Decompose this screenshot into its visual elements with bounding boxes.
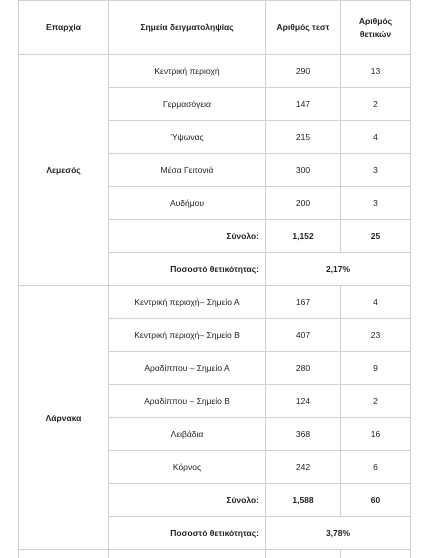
tests-cell: 200 xyxy=(266,187,341,220)
point-cell: Αραδίππου – Σημείο Α xyxy=(109,352,266,385)
rate-value: 2,17% xyxy=(266,253,411,286)
point-cell: Αραδίππου – Σημείο Β xyxy=(109,385,266,418)
point-cell: Κόρνος xyxy=(109,451,266,484)
table-row xyxy=(19,55,411,88)
total-tests: 1,152 xyxy=(266,220,341,253)
tests-cell: 280 xyxy=(266,352,341,385)
positives-cell: 13 xyxy=(341,55,411,88)
tests-cell: 300 xyxy=(266,154,341,187)
tests-cell: 167 xyxy=(266,286,341,319)
header-positives-line2: θετικών xyxy=(360,29,391,39)
positives-cell: 2 xyxy=(341,88,411,121)
tests-cell: 147 xyxy=(266,88,341,121)
point-cell: Αυδήμου xyxy=(109,187,266,220)
point-cell: Μέσα Γειτονιά xyxy=(109,154,266,187)
positives-cell: 6 xyxy=(341,451,411,484)
header-positives-line1: Αριθμός xyxy=(359,16,392,26)
total-label: Σύνολο: xyxy=(109,220,266,253)
header-district: Επαρχία xyxy=(19,1,109,55)
rate-label: Ποσοστό θετικότητας: xyxy=(109,253,266,286)
header-positives xyxy=(341,1,411,55)
point-cell: Κεντρική περιοχή xyxy=(109,55,266,88)
point-cell: Λειβάδια xyxy=(109,418,266,451)
positives-cell: 16 xyxy=(341,418,411,451)
positives-cell: 23 xyxy=(341,319,411,352)
tests-cell: 368 xyxy=(266,418,341,451)
header-sampling-points: Σημεία δειγματοληψίας xyxy=(109,1,266,55)
district-cell: Λάρνακα xyxy=(19,286,109,550)
point-cell: Κεντρική περιοχή– Σημείο Α xyxy=(109,286,266,319)
tests-cell: 242 xyxy=(266,451,341,484)
total-label: Σύνολο: xyxy=(109,484,266,517)
positives-cell: 3 xyxy=(341,187,411,220)
positives-cell: 2 xyxy=(341,385,411,418)
tests-cell: 215 xyxy=(266,121,341,154)
tests-cell: 290 xyxy=(266,55,341,88)
rate-value: 3,78% xyxy=(266,517,411,550)
positives-cell: 4 xyxy=(341,286,411,319)
point-cell: Γερμασόγεια xyxy=(109,88,266,121)
positives-cell: 4 xyxy=(341,121,411,154)
header-tests: Αριθμός τεστ xyxy=(266,1,341,55)
table-header-row xyxy=(19,1,411,55)
positives-cell: 9 xyxy=(341,352,411,385)
testing-results-table xyxy=(18,0,411,558)
district-cell: Λεμεσός xyxy=(19,55,109,286)
tests-cell: 124 xyxy=(266,385,341,418)
point-cell: Ύψωνας xyxy=(109,121,266,154)
tests-cell: 407 xyxy=(266,319,341,352)
table-row xyxy=(19,286,411,319)
total-positives: 60 xyxy=(341,484,411,517)
total-positives: 25 xyxy=(341,220,411,253)
rate-label: Ποσοστό θετικότητας: xyxy=(109,517,266,550)
point-cell: Κεντρική περιοχή– Σημείο Β xyxy=(109,319,266,352)
total-tests: 1,588 xyxy=(266,484,341,517)
positives-cell: 3 xyxy=(341,154,411,187)
